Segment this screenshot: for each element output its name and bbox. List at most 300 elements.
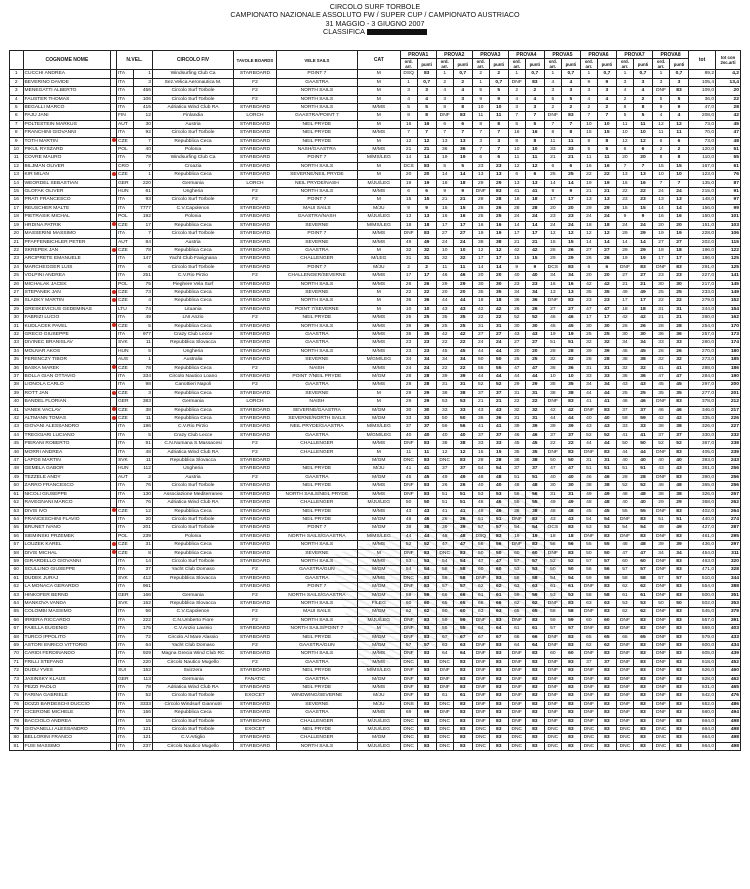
- cell-ord-arr: 31: [653, 305, 670, 313]
- cell-club: Crazy Club Lecce: [152, 431, 233, 439]
- cell-sail-number: 237: [133, 742, 152, 750]
- cell-punti: 15: [561, 238, 580, 246]
- cell-position: 15: [10, 188, 24, 196]
- cell-punti: 15: [633, 204, 652, 212]
- cell-boards: STARBOARD: [234, 162, 277, 170]
- cell-ord-arr: DNF: [653, 625, 670, 633]
- cell-punti: 47: [633, 549, 652, 557]
- cell-boards: STARBOARD: [234, 339, 277, 347]
- cell-punti: 31: [417, 255, 436, 263]
- cell-position: 19: [10, 221, 24, 229]
- cell-punti: 83: [453, 675, 472, 683]
- cell-nation: CZE: [116, 246, 133, 254]
- cell-position: 78: [10, 717, 24, 725]
- cell-sail-number: 113: [133, 675, 152, 683]
- cell-boards: STARBOARD: [234, 734, 277, 742]
- cell-punti: 36: [417, 297, 436, 305]
- cell-punti: 51: [525, 473, 544, 481]
- cell-punti: 83: [669, 557, 688, 565]
- cell-sail-number: 961: [133, 583, 152, 591]
- cell-position: 3: [10, 87, 24, 95]
- cell-boards: STARBOARD: [234, 431, 277, 439]
- table-row: [10, 499, 741, 507]
- cell-tot: 277,0: [689, 389, 716, 397]
- cell-ord-arr: 10: [616, 129, 633, 137]
- cell-ord-arr: 46: [436, 272, 453, 280]
- cell-position: 81: [10, 742, 24, 750]
- cell-ord-arr: 43: [616, 381, 633, 389]
- cell-tot: 569,0: [689, 625, 716, 633]
- cell-tot-discard: 217: [716, 406, 741, 414]
- cell-club: Circolo Surf Torbole: [152, 129, 233, 137]
- cell-punti: 34: [633, 339, 652, 347]
- cell-name: LOUZEK KAREL: [23, 541, 111, 549]
- cell-ord-arr: DNS: [400, 700, 417, 708]
- cell-punti: 27: [525, 339, 544, 347]
- cell-sail-number: 220: [133, 658, 152, 666]
- cell-punti: 45: [417, 473, 436, 481]
- cell-punti: 19: [453, 154, 472, 162]
- cell-club: Circolo Surf Torbole: [152, 482, 233, 490]
- cell-punti: 83: [417, 633, 436, 641]
- cell-ord-arr: DNF: [653, 642, 670, 650]
- cell-ord-arr: 35: [544, 381, 561, 389]
- cell-sails: SEVERNE: [276, 221, 357, 229]
- cell-ord-arr: 59: [400, 591, 417, 599]
- cell-category: M: [357, 246, 400, 254]
- cell-ord-arr: 24: [580, 213, 597, 221]
- cell-punti: 26: [597, 255, 616, 263]
- cell-punti: 37: [453, 465, 472, 473]
- cell-punti: 7: [669, 179, 688, 187]
- cell-ord-arr: 20: [508, 347, 525, 355]
- cell-name: BELLORINI FRANCO: [23, 734, 111, 742]
- cell-ord-arr: 47: [436, 541, 453, 549]
- cell-nation: ITA: [116, 734, 133, 742]
- cell-punti: 65: [453, 599, 472, 607]
- cell-tot: 330,0: [689, 431, 716, 439]
- cell-tot: 254,0: [689, 322, 716, 330]
- cell-ord-arr: DNF: [580, 675, 597, 683]
- cell-ord-arr: DNF: [400, 440, 417, 448]
- cell-ord-arr: 1: [436, 70, 453, 78]
- cell-position: 23: [10, 255, 24, 263]
- cell-ord-arr: 45: [653, 381, 670, 389]
- cell-punti: 83: [597, 684, 616, 692]
- cell-punti: 83: [417, 692, 436, 700]
- cell-ord-arr: DNC: [436, 700, 453, 708]
- cell-ord-arr: DNC: [436, 457, 453, 465]
- cell-punti: 20: [417, 171, 436, 179]
- cell-punti: 14: [525, 221, 544, 229]
- cell-ord-arr: DNF: [508, 675, 525, 683]
- cell-tot-discard: 42: [716, 112, 741, 120]
- cell-punti: 12: [525, 162, 544, 170]
- cell-punti: 44: [453, 297, 472, 305]
- table-row: [10, 188, 741, 196]
- cell-ord-arr: 42: [472, 305, 489, 313]
- cell-punti: 18: [633, 305, 652, 313]
- subcol-punti: punti: [633, 59, 652, 70]
- cell-punti: 83: [597, 742, 616, 750]
- cell-punti: 5: [633, 112, 652, 120]
- cell-sail-number: 1: [133, 70, 152, 78]
- cell-punti: 22: [633, 188, 652, 196]
- cell-nation: ITA: [116, 717, 133, 725]
- cell-category: M/MS: [357, 557, 400, 565]
- cell-ord-arr: 18: [436, 179, 453, 187]
- cell-tot-discard: 238: [716, 440, 741, 448]
- cell-tot: 47,0: [689, 104, 716, 112]
- cell-ord-arr: 12: [472, 246, 489, 254]
- cell-ord-arr: 50: [616, 440, 633, 448]
- cell-category: M/MS: [357, 188, 400, 196]
- cell-sails: POINT 7: [276, 263, 357, 271]
- cell-ord-arr: 4: [616, 87, 633, 95]
- cell-ord-arr: 36: [616, 373, 633, 381]
- cell-ord-arr: 60: [544, 650, 561, 658]
- cell-sails: NEIL PRYDE: [276, 633, 357, 641]
- cell-tot-discard: 115: [716, 238, 741, 246]
- cell-ord-arr: 40: [544, 473, 561, 481]
- cell-boards: F2: [234, 591, 277, 599]
- cell-tot: 215,0: [689, 188, 716, 196]
- subcol-punti: punti: [525, 59, 544, 70]
- cell-tot-discard: 200: [716, 381, 741, 389]
- cell-punti: 46: [597, 473, 616, 481]
- cell-sail-number: 5: [133, 347, 152, 355]
- cell-position: 42: [10, 415, 24, 423]
- cell-punti: 83: [453, 742, 472, 750]
- cell-punti: 3: [525, 104, 544, 112]
- cell-tot: 151,0: [689, 221, 716, 229]
- cell-punti: 14: [669, 204, 688, 212]
- cell-category: M/LEG: [357, 255, 400, 263]
- cell-ord-arr: 38: [436, 440, 453, 448]
- cell-punti: 83: [597, 650, 616, 658]
- cell-ord-arr: 34: [400, 356, 417, 364]
- cell-ord-arr: 3: [436, 95, 453, 103]
- cell-tot-discard: 190: [716, 373, 741, 381]
- cell-punti: 9: [417, 204, 436, 212]
- cell-sails: NORTH SAILS/GAASTRA: [276, 532, 357, 540]
- cell-punti: 3: [633, 78, 652, 86]
- cell-ord-arr: 62: [580, 642, 597, 650]
- cell-ord-arr: 50: [400, 499, 417, 507]
- cell-ord-arr: 44: [508, 373, 525, 381]
- cell-category: M/MS/LEG: [357, 667, 400, 675]
- cell-punti: 45: [525, 440, 544, 448]
- cell-punti: 54: [453, 557, 472, 565]
- cell-punti: 31: [525, 415, 544, 423]
- red-dot-icon: [112, 550, 116, 554]
- cell-tot-discard: 257: [716, 490, 741, 498]
- cell-punti: 83: [453, 549, 472, 557]
- cell-ord-arr: 53: [472, 490, 489, 498]
- cell-ord-arr: 31: [508, 415, 525, 423]
- cell-nation: ITA: [116, 204, 133, 212]
- cell-nation: ITA: [116, 95, 133, 103]
- cell-ord-arr: DNF: [544, 717, 561, 725]
- cell-ord-arr: 55: [508, 499, 525, 507]
- cell-boards: STARBOARD: [234, 541, 277, 549]
- cell-punti: 8: [669, 154, 688, 162]
- cell-punti: 37: [417, 423, 436, 431]
- cell-name: FARINA GABRIELE: [23, 692, 111, 700]
- cell-punti: 50: [633, 440, 652, 448]
- cell-nation: ITA: [116, 448, 133, 456]
- cell-position: 51: [10, 490, 24, 498]
- cell-punti: 36: [453, 146, 472, 154]
- cell-punti: 62: [525, 599, 544, 607]
- cell-ord-arr: 44: [472, 347, 489, 355]
- cell-name: DIVINEC BRANISLAV: [23, 339, 111, 347]
- cell-punti: 83: [417, 667, 436, 675]
- cell-ord-arr: 43: [436, 305, 453, 313]
- red-dot-icon: [112, 222, 116, 226]
- cell-tot: 260,0: [689, 339, 716, 347]
- cell-category: M/GM: [357, 457, 400, 465]
- cell-ord-arr: DNC: [544, 734, 561, 742]
- cell-punti: 83: [453, 457, 472, 465]
- subcol-ord-arr: ord. arr.: [616, 59, 633, 70]
- cell-punti: 17: [453, 221, 472, 229]
- cell-ord-arr: 5: [653, 95, 670, 103]
- cell-ord-arr: 22: [653, 297, 670, 305]
- cell-name: PIERANI ROBERTO: [23, 440, 111, 448]
- cell-ord-arr: 15: [400, 196, 417, 204]
- cell-punti: 42: [669, 415, 688, 423]
- cell-position: 26: [10, 280, 24, 288]
- cell-sail-number: 7: [133, 137, 152, 145]
- cell-tot: 291,0: [689, 263, 716, 271]
- cell-boards: STARBOARD: [234, 423, 277, 431]
- cell-category: M/GM: [357, 373, 400, 381]
- cell-ord-arr: DNC: [400, 574, 417, 582]
- cell-sail-number: 15: [133, 717, 152, 725]
- cell-punti: 10: [669, 171, 688, 179]
- cell-tot-discard: 498: [716, 717, 741, 725]
- cell-boards: F2: [234, 188, 277, 196]
- cell-punti: 6: [453, 120, 472, 128]
- table-row: [10, 616, 741, 624]
- cell-punti: 56: [597, 566, 616, 574]
- cell-punti: 55: [453, 625, 472, 633]
- cell-ord-arr: 26: [544, 246, 561, 254]
- table-row: [10, 633, 741, 641]
- cell-punti: 49: [489, 507, 508, 515]
- cell-punti: 3: [669, 78, 688, 86]
- cell-tot-discard: 256: [716, 473, 741, 481]
- cell-nation: ITA: [116, 490, 133, 498]
- cell-punti: 4: [525, 95, 544, 103]
- cell-punti: 0,7: [669, 70, 688, 78]
- cell-punti: 5: [669, 95, 688, 103]
- cell-tot: 436,0: [689, 541, 716, 549]
- cell-punti: 83: [561, 642, 580, 650]
- cell-punti: 83: [561, 524, 580, 532]
- cell-ord-arr: 13: [472, 171, 489, 179]
- cell-tot: 471,0: [689, 566, 716, 574]
- cell-punti: 53: [561, 591, 580, 599]
- cell-ord-arr: DNC: [580, 726, 597, 734]
- cell-tot: 288,0: [689, 364, 716, 372]
- cell-punti: 83: [633, 684, 652, 692]
- cell-ord-arr: 38: [472, 238, 489, 246]
- cell-sails: NORTH SAILS: [276, 541, 357, 549]
- cell-ord-arr: 57: [436, 583, 453, 591]
- red-dot-icon: [112, 172, 116, 176]
- cell-ord-arr: 14: [653, 204, 670, 212]
- cell-punti: 13: [561, 288, 580, 296]
- cell-punti: 7: [633, 162, 652, 170]
- cell-sails: NORTH SAILS/GAASTRA: [276, 591, 357, 599]
- cell-punti: 38: [453, 389, 472, 397]
- table-row: [10, 515, 741, 523]
- cell-ord-arr: 7: [508, 112, 525, 120]
- cell-tot: 335,0: [689, 415, 716, 423]
- cell-ord-arr: 51: [436, 490, 453, 498]
- cell-ord-arr: DNF: [653, 473, 670, 481]
- col-name: COGNOME NOME: [23, 51, 111, 70]
- cell-sails: NEIL PRYDE: [276, 120, 357, 128]
- cell-ord-arr: 52: [616, 482, 633, 490]
- cell-punti: 56: [489, 541, 508, 549]
- cell-ord-arr: 20: [580, 272, 597, 280]
- cell-punti: 83: [669, 448, 688, 456]
- cell-ord-arr: 38: [653, 423, 670, 431]
- cell-name: MOLNAR AKOS: [23, 347, 111, 355]
- cell-punti: 19: [633, 255, 652, 263]
- cell-category: M: [357, 305, 400, 313]
- cell-sail-number: 415: [133, 104, 152, 112]
- cell-punti: 40: [453, 431, 472, 439]
- cell-ord-arr: DNF: [508, 616, 525, 624]
- cell-ord-arr: DNF: [472, 650, 489, 658]
- cell-punti: 14: [561, 179, 580, 187]
- cell-punti: 39: [453, 373, 472, 381]
- cell-club: Circolo Surf Torbole: [152, 230, 233, 238]
- cell-ord-arr: 28: [580, 356, 597, 364]
- cell-ord-arr: 52: [653, 440, 670, 448]
- cell-ord-arr: DNF: [472, 574, 489, 582]
- cell-club: Repubblica Ceca: [152, 288, 233, 296]
- cell-sail-number: 72: [133, 633, 152, 641]
- cell-ord-arr: 2: [616, 95, 633, 103]
- cell-punti: 83: [417, 734, 436, 742]
- cell-position: 41: [10, 406, 24, 414]
- redaction-mark: [367, 29, 427, 35]
- cell-ord-arr: 34: [616, 339, 633, 347]
- cell-ord-arr: 49: [653, 524, 670, 532]
- cell-sail-number: 106: [133, 95, 152, 103]
- cell-ord-arr: 26: [508, 305, 525, 313]
- red-dot-icon: [112, 391, 116, 395]
- cell-ord-arr: 64: [508, 642, 525, 650]
- cell-punti: 83: [453, 734, 472, 742]
- cell-punti: 19: [597, 179, 616, 187]
- cell-ord-arr: 31: [436, 381, 453, 389]
- cell-punti: 62: [633, 583, 652, 591]
- cell-nation: ITA: [116, 330, 133, 338]
- cell-punti: 28: [597, 356, 616, 364]
- cell-ord-arr: 18: [508, 196, 525, 204]
- cell-ord-arr: 64: [436, 650, 453, 658]
- cell-boards: STARBOARD: [234, 406, 277, 414]
- cell-sails: NORTH SAILS: [276, 95, 357, 103]
- cell-club: Repubblica Ceca: [152, 171, 233, 179]
- cell-tot: 156,0: [689, 204, 716, 212]
- cell-ord-arr: DNC: [400, 658, 417, 666]
- cell-punti: 83: [417, 717, 436, 725]
- header-row-prove: [10, 51, 741, 59]
- cell-punti: 14: [489, 263, 508, 271]
- cell-boards: STARBOARD: [234, 549, 277, 557]
- cell-punti: 0,7: [597, 70, 616, 78]
- cell-club: Finlandia: [152, 112, 233, 120]
- cell-ord-arr: DNF: [580, 692, 597, 700]
- cell-punti: 20: [561, 204, 580, 212]
- cell-ord-arr: 21: [653, 314, 670, 322]
- cell-nation: ITA: [116, 255, 133, 263]
- cell-boards: STARBOARD: [234, 356, 277, 364]
- cell-punti: 83: [417, 742, 436, 750]
- cell-sails: NEIL PRYDE: [276, 129, 357, 137]
- cell-boards: STARBOARD: [234, 633, 277, 641]
- cell-punti: 83: [453, 717, 472, 725]
- cell-ord-arr: 9: [436, 188, 453, 196]
- cell-ord-arr: DNF: [616, 709, 633, 717]
- cell-punti: 50: [417, 499, 436, 507]
- cell-punti: 58: [561, 608, 580, 616]
- cell-punti: 53: [633, 599, 652, 607]
- cell-nation: ITA: [116, 633, 133, 641]
- cell-category: M/JU: [357, 700, 400, 708]
- cell-punti: 83: [633, 532, 652, 540]
- cell-ord-arr: 38: [544, 389, 561, 397]
- cell-ord-arr: 19: [472, 230, 489, 238]
- cell-ord-arr: 41: [508, 188, 525, 196]
- cell-ord-arr: 66: [472, 599, 489, 607]
- cell-punti: 53: [453, 398, 472, 406]
- cell-ord-arr: 31: [580, 457, 597, 465]
- table-row: [10, 507, 741, 515]
- cell-ord-arr: 22: [472, 314, 489, 322]
- cell-nation: ITA: [116, 650, 133, 658]
- subcol-punti: punti: [489, 59, 508, 70]
- cell-ord-arr: 54: [616, 524, 633, 532]
- cell-ord-arr: 22: [508, 398, 525, 406]
- cell-ord-arr: 17: [544, 196, 561, 204]
- cell-ord-arr: 24: [508, 213, 525, 221]
- cell-punti: 11: [633, 120, 652, 128]
- cell-sail-number: 5: [133, 431, 152, 439]
- cell-club: Repubblica Ceca: [152, 364, 233, 372]
- cell-punti: 30: [525, 322, 544, 330]
- cell-ord-arr: 54: [436, 557, 453, 565]
- cell-punti: 83: [489, 742, 508, 750]
- cell-punti: 83: [669, 734, 688, 742]
- cell-ord-arr: 54: [580, 515, 597, 523]
- cell-punti: 83: [525, 742, 544, 750]
- cell-nation: SUI: [116, 667, 133, 675]
- col-nvel: N.VEL.: [116, 51, 152, 70]
- cell-boards: STARBOARD: [234, 297, 277, 305]
- cell-name: MARCHEGGER LUIS: [23, 263, 111, 271]
- cell-punti: 33: [669, 339, 688, 347]
- cell-punti: 47: [669, 373, 688, 381]
- cell-ord-arr: 15: [580, 129, 597, 137]
